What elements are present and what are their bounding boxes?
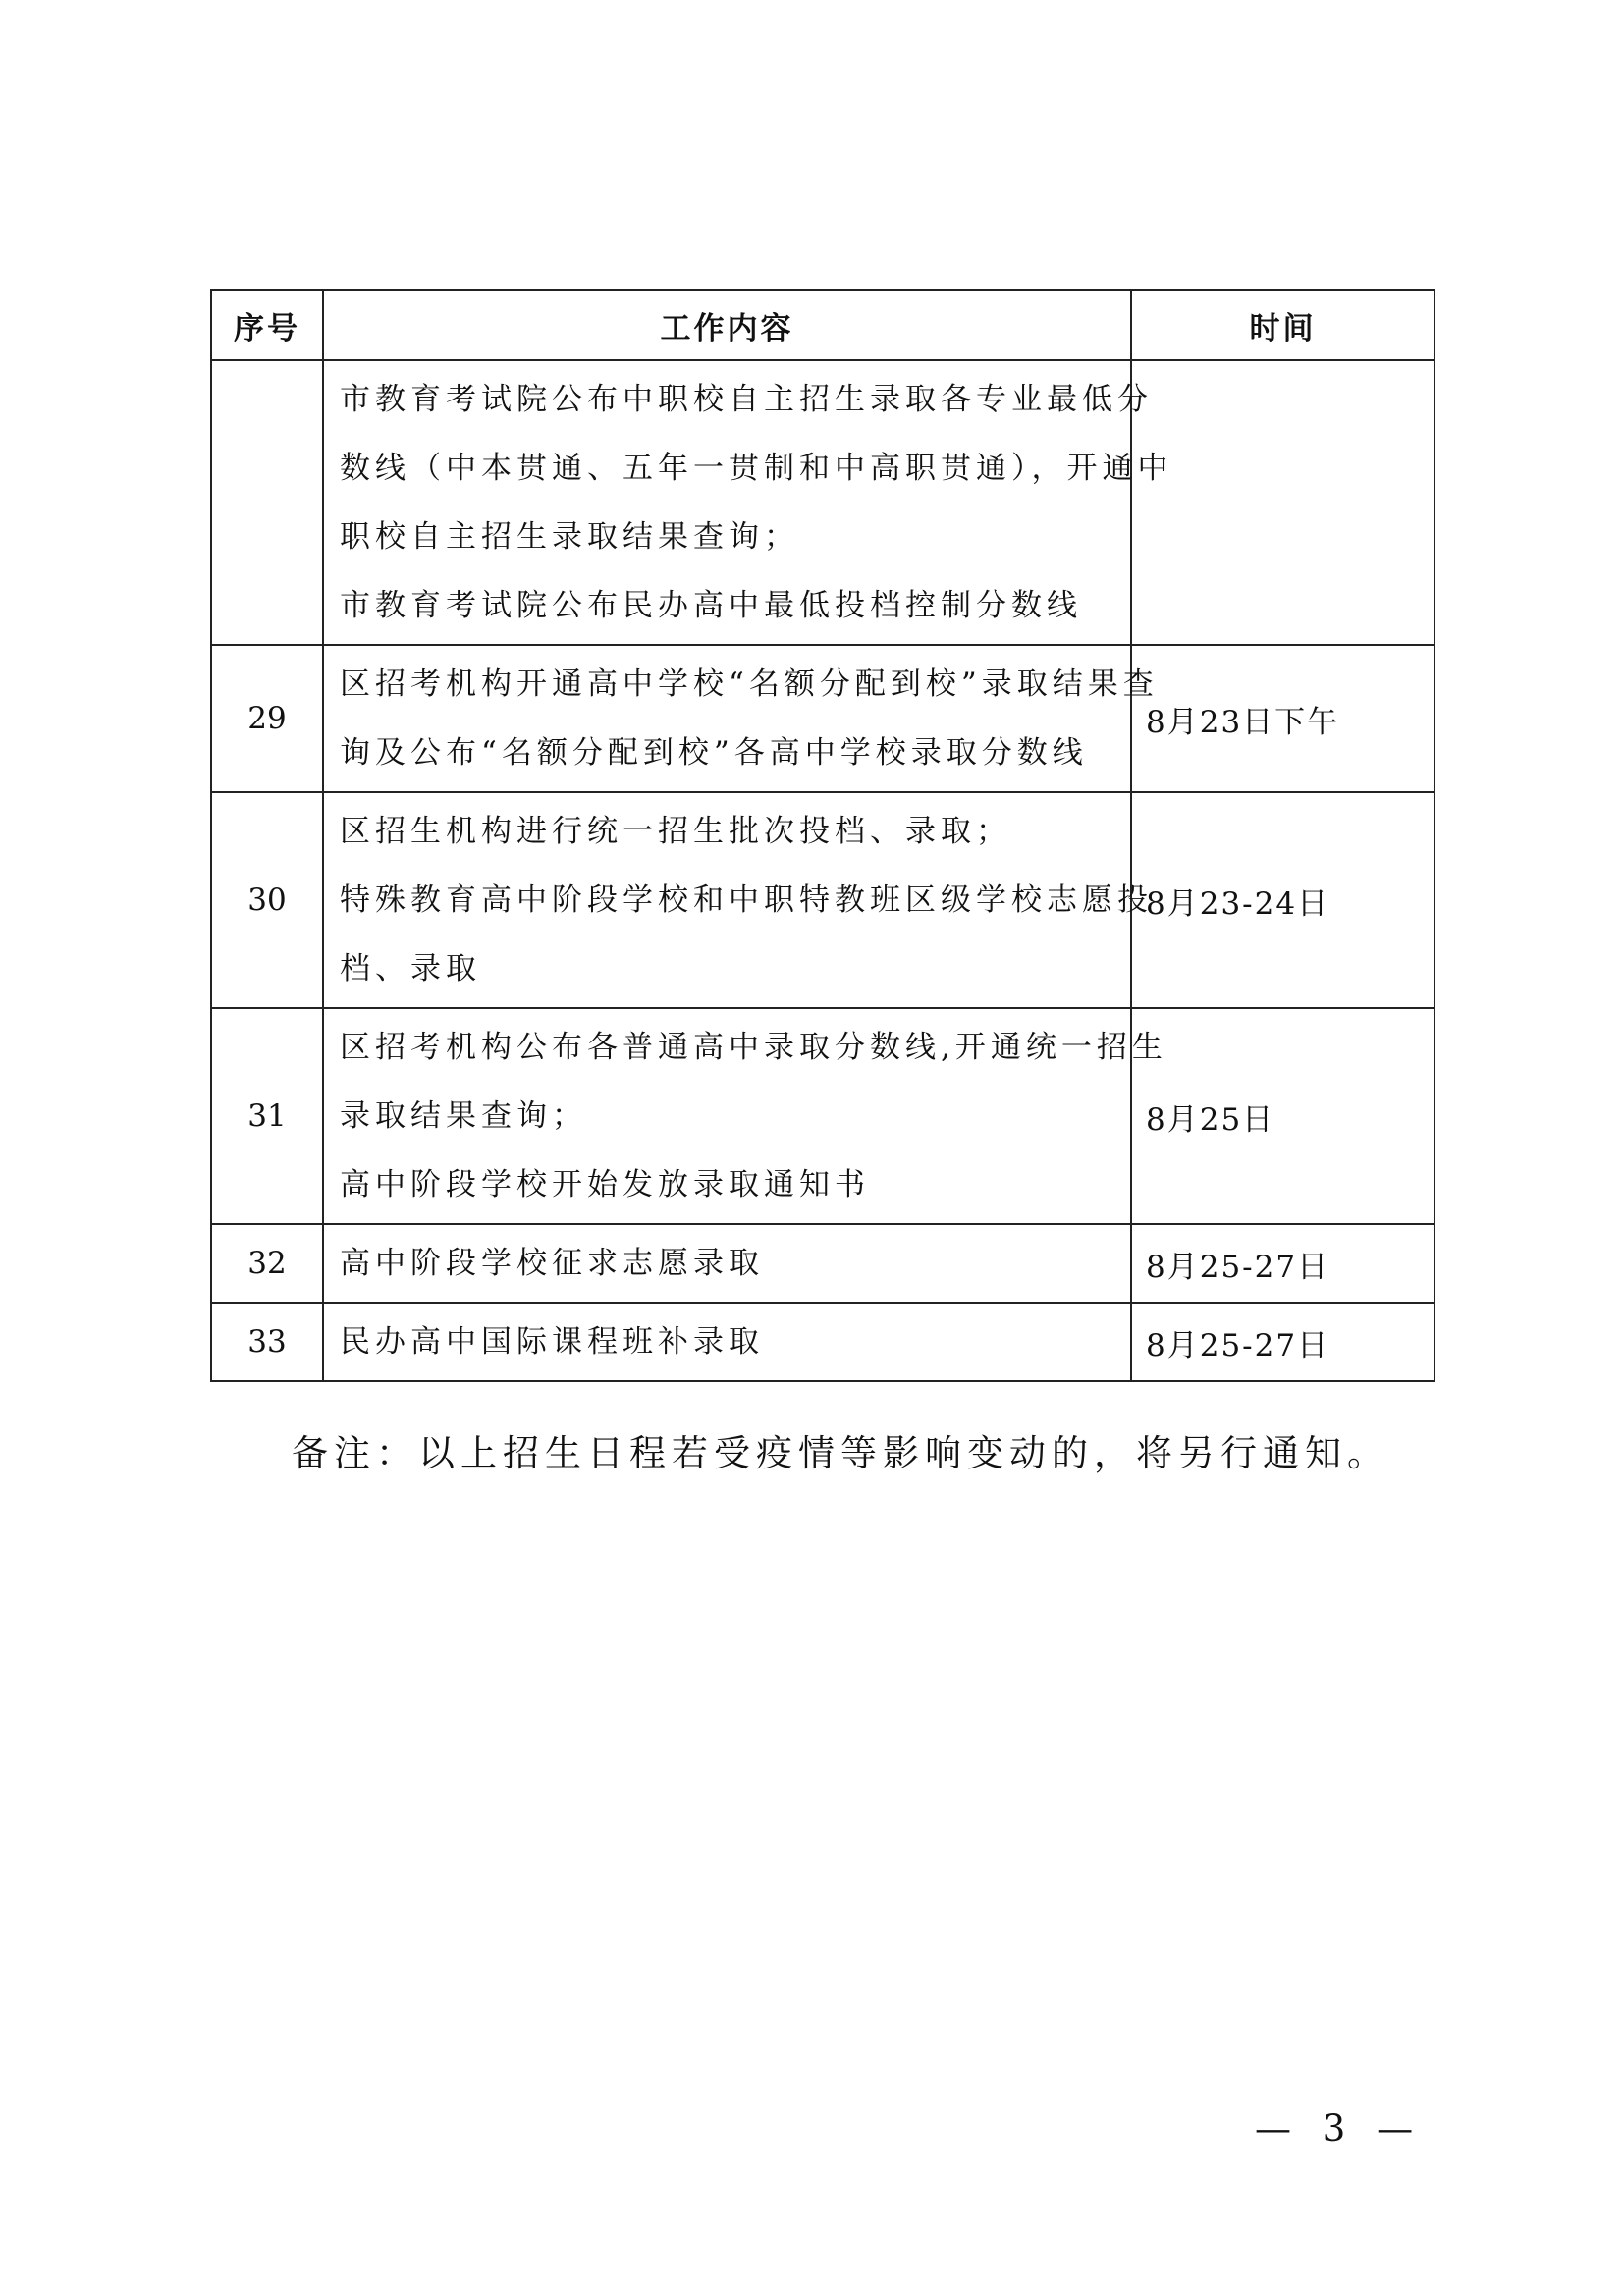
work-content-cell: [323, 360, 1173, 645]
time-cell: 8月25日: [1131, 1008, 1435, 1224]
time-cell: 8月25-27日: [1131, 1303, 1435, 1381]
time-cell: 8月25-27日: [1131, 1224, 1435, 1303]
time-cell: [1131, 360, 1435, 645]
page-number: — 3 —: [1255, 2108, 1424, 2150]
work-content-line: 高中阶段学校开始发放录取通知书: [340, 1167, 870, 1202]
table-body: [211, 360, 1435, 1381]
work-content-line: 职校自主招生录取结果查询；: [340, 519, 799, 555]
work-content-line: 区招考机构开通高中学校“名额分配到校”录取结果查: [340, 667, 1159, 702]
work-content-line: 区招考机构公布各普通高中录取分数线,开通统一招生: [340, 1030, 1167, 1065]
table-header-row: [211, 290, 1435, 360]
work-content-line: 询及公布“名额分配到校”各高中学校录取分数线: [340, 735, 1088, 771]
work-content-cell: [323, 792, 1153, 1008]
work-content-line: 数线（中本贯通、五年一贯制和中高职贯通），开通中: [340, 451, 1173, 486]
work-content-line: 档、录取: [340, 951, 481, 987]
header-serial-number: 序号: [211, 290, 323, 360]
work-content-line: 市教育考试院公布民办高中最低投档控制分数线: [340, 588, 1082, 623]
header-time: 时间: [1131, 290, 1435, 360]
footnote: 备注：以上招生日程若受疫情等影响变动的，将另行通知。: [292, 1432, 1389, 1474]
work-content-line: 市教育考试院公布中职校自主招生录取各专业最低分: [340, 382, 1153, 417]
serial-number-cell: [211, 360, 323, 645]
schedule-table: [210, 289, 1435, 1382]
time-cell: 8月23-24日: [1131, 792, 1435, 1008]
serial-number-cell: 31: [211, 1008, 323, 1224]
table-row: [211, 1224, 1435, 1303]
serial-number-cell: 30: [211, 792, 323, 1008]
work-content-cell: [323, 1303, 1131, 1381]
serial-number-cell: 29: [211, 645, 323, 792]
serial-number-cell: 32: [211, 1224, 323, 1303]
serial-number-cell: 33: [211, 1303, 323, 1381]
table-row: [211, 360, 1435, 645]
time-cell: 8月23日下午: [1131, 645, 1435, 792]
work-content-line: 区招生机构进行统一招生批次投档、录取；: [340, 814, 1011, 849]
table-row: [211, 645, 1435, 792]
table-row: [211, 1008, 1435, 1224]
header-work-content: 工作内容: [323, 290, 1131, 360]
work-content-cell: [323, 1008, 1167, 1224]
table-row: [211, 1303, 1435, 1381]
work-content-line: 高中阶段学校征求志愿录取: [340, 1246, 764, 1281]
work-content-cell: [323, 1224, 1131, 1303]
work-content-line: 录取结果查询；: [340, 1098, 587, 1134]
table-row: [211, 792, 1435, 1008]
work-content-line: 民办高中国际课程班补录取: [340, 1324, 764, 1360]
work-content-line: 特殊教育高中阶段学校和中职特教班区级学校志愿投: [340, 882, 1153, 918]
work-content-cell: [323, 645, 1159, 792]
